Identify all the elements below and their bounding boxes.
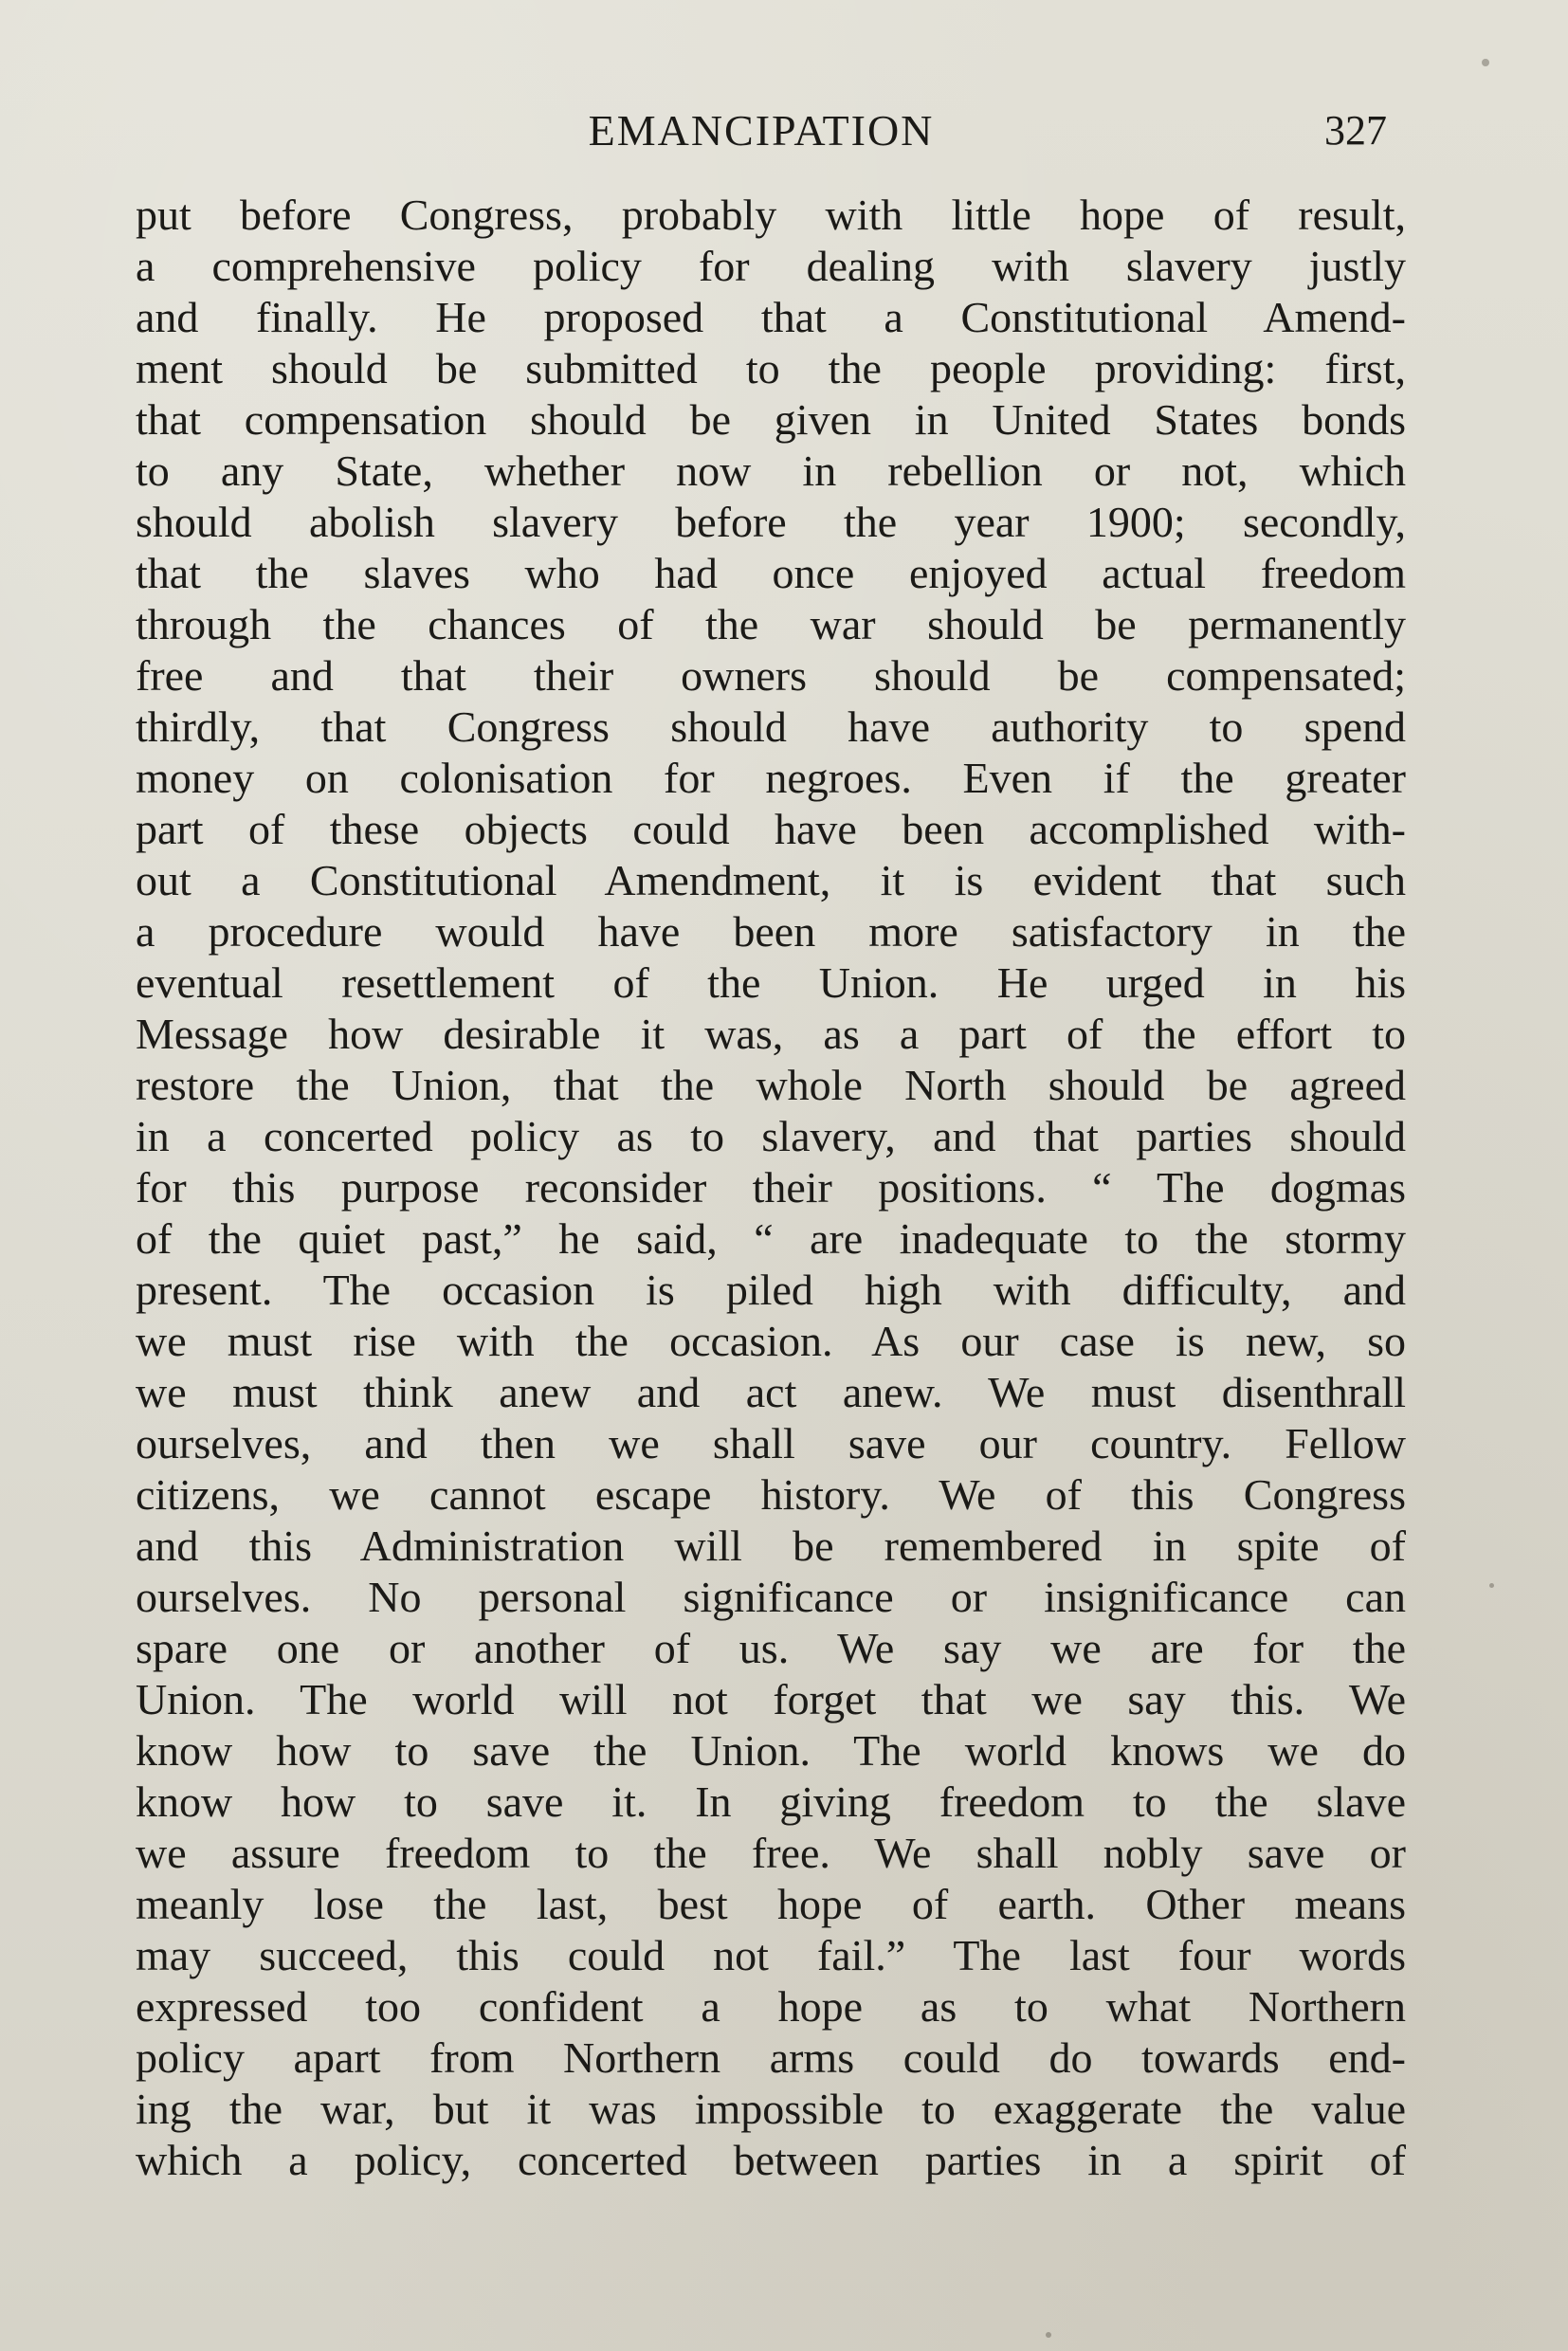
text-line: ment should be submitted to the people providing: first, xyxy=(136,344,1406,392)
text-line: we must rise with the occasion. As our case is new, so xyxy=(136,1317,1406,1365)
text-line: money on colonisation for negroes. Even if the greater xyxy=(136,754,1406,802)
body-text xyxy=(136,190,1406,2209)
text-line: citizens, we cannot escape history. We of this Congress xyxy=(136,1470,1406,1519)
text-line: may succeed, this could not fail.” The last four words xyxy=(136,1931,1406,1979)
text-line: free and that their owners should be compensated; xyxy=(136,651,1406,700)
text-line: present. The occasion is piled high with difficulty, and xyxy=(136,1266,1406,1314)
text-line: that compensation should be given in United States bonds xyxy=(136,395,1406,444)
text-line: Union. The world will not forget that we say this. We xyxy=(136,1675,1406,1723)
text-line: a comprehensive policy for dealing with slavery justly xyxy=(136,242,1406,290)
text-line: ourselves. No personal significance or insignificance can xyxy=(136,1573,1406,1621)
text-line: that the slaves who had once enjoyed actual freedom xyxy=(136,549,1406,597)
text-line: know how to save it. In giving freedom to the slave xyxy=(136,1777,1406,1826)
text-line: part of these objects could have been accomplished with- xyxy=(136,805,1406,853)
text-line: a procedure would have been more satisfactory in the xyxy=(136,907,1406,956)
text-line: thirdly, that Congress should have authority to spend xyxy=(136,702,1406,751)
text-line: to any State, whether now in rebellion or not, which xyxy=(136,447,1406,495)
text-line: through the chances of the war should be permanently xyxy=(136,600,1406,648)
page-number: 327 xyxy=(1324,107,1387,154)
text-line: spare one or another of us. We say we are for the xyxy=(136,1624,1406,1672)
text-line: and this Administration will be remembered in spite of xyxy=(136,1522,1406,1570)
text-line: policy apart from Northern arms could do towards end- xyxy=(136,2033,1406,2082)
text-line: meanly lose the last, best hope of earth. Other means xyxy=(136,1880,1406,1928)
text-line: ourselves, and then we shall save our country. Fellow xyxy=(136,1419,1406,1467)
paper-speck xyxy=(1489,1583,1494,1588)
text-line: ing the war, but it was impossible to exaggerate the value xyxy=(136,2085,1406,2133)
text-line: should abolish slavery before the year 1900; secondly, xyxy=(136,498,1406,546)
text-line: of the quiet past,” he said, “ are inadequate to the stormy xyxy=(136,1214,1406,1263)
text-line: out a Constitutional Amendment, it is evident that such xyxy=(136,856,1406,904)
page-header xyxy=(136,102,1387,159)
text-line: expressed too confident a hope as to what Northern xyxy=(136,1982,1406,2031)
text-line: and finally. He proposed that a Constitutional Amend- xyxy=(136,293,1406,341)
running-title: EMANCIPATION xyxy=(588,106,935,155)
text-line: which a policy, concerted between parties in a spirit of xyxy=(136,2136,1406,2184)
text-line: restore the Union, that the whole North should be agreed xyxy=(136,1061,1406,1109)
text-line: we must think anew and act anew. We must disenthrall xyxy=(136,1368,1406,1416)
text-line: eventual resettlement of the Union. He urged in his xyxy=(136,958,1406,1007)
text-line: Message how desirable it was, as a part of the effort to xyxy=(136,1010,1406,1058)
text-line: know how to save the Union. The world knows we do xyxy=(136,1726,1406,1775)
paper-speck xyxy=(1482,59,1489,66)
text-line: for this purpose reconsider their positions. “ The dogmas xyxy=(136,1163,1406,1212)
text-line: in a concerted policy as to slavery, and that parties should xyxy=(136,1112,1406,1160)
text-line: put before Congress, probably with little hope of result, xyxy=(136,191,1406,239)
text-line: we assure freedom to the free. We shall nobly save or xyxy=(136,1829,1406,1877)
paper-speck xyxy=(1046,2332,1051,2338)
